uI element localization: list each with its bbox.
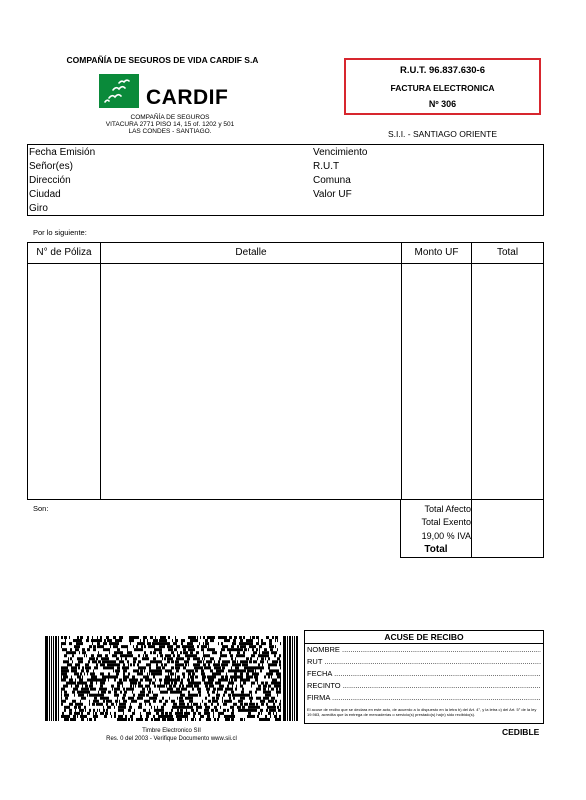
total-label: Total <box>424 544 448 555</box>
label-valor-uf: Valor UF <box>313 189 352 200</box>
column-divider <box>471 243 472 499</box>
label-rut: R.U.T <box>313 161 340 172</box>
company-name: COMPAÑÍA DE SEGUROS DE VIDA CARDIF S.A <box>66 55 259 65</box>
document-type: FACTURA ELECTRONICA <box>390 83 495 93</box>
header-monto-uf: Monto UF <box>414 247 459 258</box>
field-nombre: NOMBRE ..... <box>307 645 541 654</box>
invoice-number: Nº 306 <box>428 99 457 109</box>
header-poliza: N° de Póliza <box>36 247 92 258</box>
pdf417-barcode <box>45 636 298 721</box>
label-ciudad: Ciudad <box>29 189 61 200</box>
label-senores: Señor(es) <box>29 161 73 172</box>
son-label: Son: <box>33 504 49 513</box>
address-line: COMPAÑÍA DE SEGUROS <box>130 114 210 121</box>
field-fecha: FECHA ..... <box>307 669 541 678</box>
acuse-recibo-box <box>304 630 544 724</box>
header-detalle: Detalle <box>235 247 267 258</box>
address-line: VITACURA 2771 PISO 14, 15 of. 1202 y 501 <box>105 121 235 128</box>
address-line: LAS CONDES - SANTIAGO. <box>128 128 212 135</box>
label-comuna: Comuna <box>313 175 351 186</box>
field-rut: RUT ..... <box>307 657 541 666</box>
acuse-title: ACUSE DE RECIBO <box>384 632 464 642</box>
header-total: Total <box>496 247 519 258</box>
field-recinto: RECINTO ..... <box>307 681 541 690</box>
totals-box <box>400 500 544 558</box>
birds-logo-icon <box>99 74 139 108</box>
acuse-legal-text: El acuse de recibo que se declara en este acto, de acuerdo a lo dispuesto en la letra b) del Art. 4°, y la letra c) del Art. 5° de la ley 19.983, acredita que la entrega de mercaderías o servicio(s) prestado(s) ha(n) sido recibido(s). <box>307 707 537 717</box>
rut-box <box>344 58 541 115</box>
divider <box>305 643 543 644</box>
sii-office: S.I.I. - SANTIAGO ORIENTE <box>387 129 498 139</box>
timbre-resolution: Res. 0 del 2003 - Verifique Documento www.sii.cl <box>106 736 237 742</box>
label-vencimiento: Vencimiento <box>313 147 368 158</box>
timbre-label: Timbre Electronico SII <box>142 728 201 734</box>
total-afecto-label: Total Afecto <box>424 504 471 514</box>
por-lo-siguiente: Por lo siguiente: <box>33 228 87 237</box>
field-firma: FIRMA ..... <box>307 693 541 702</box>
company-address <box>90 114 250 135</box>
column-divider <box>471 500 472 557</box>
cedible-label: CEDIBLE <box>502 727 540 737</box>
company-logo-text: CARDIF <box>146 86 229 109</box>
detail-table <box>27 242 544 500</box>
iva-label: 19,00 % IVA <box>421 531 471 541</box>
total-exento-label: Total Exento <box>421 517 471 527</box>
label-fecha-emision: Fecha Emisión <box>29 147 96 158</box>
column-divider <box>100 243 101 499</box>
label-direccion: Dirección <box>29 175 71 186</box>
column-divider <box>401 243 402 499</box>
label-giro: Giro <box>29 203 48 214</box>
rut-number: R.U.T. 96.837.630-6 <box>399 65 486 76</box>
client-info-box <box>27 144 544 216</box>
